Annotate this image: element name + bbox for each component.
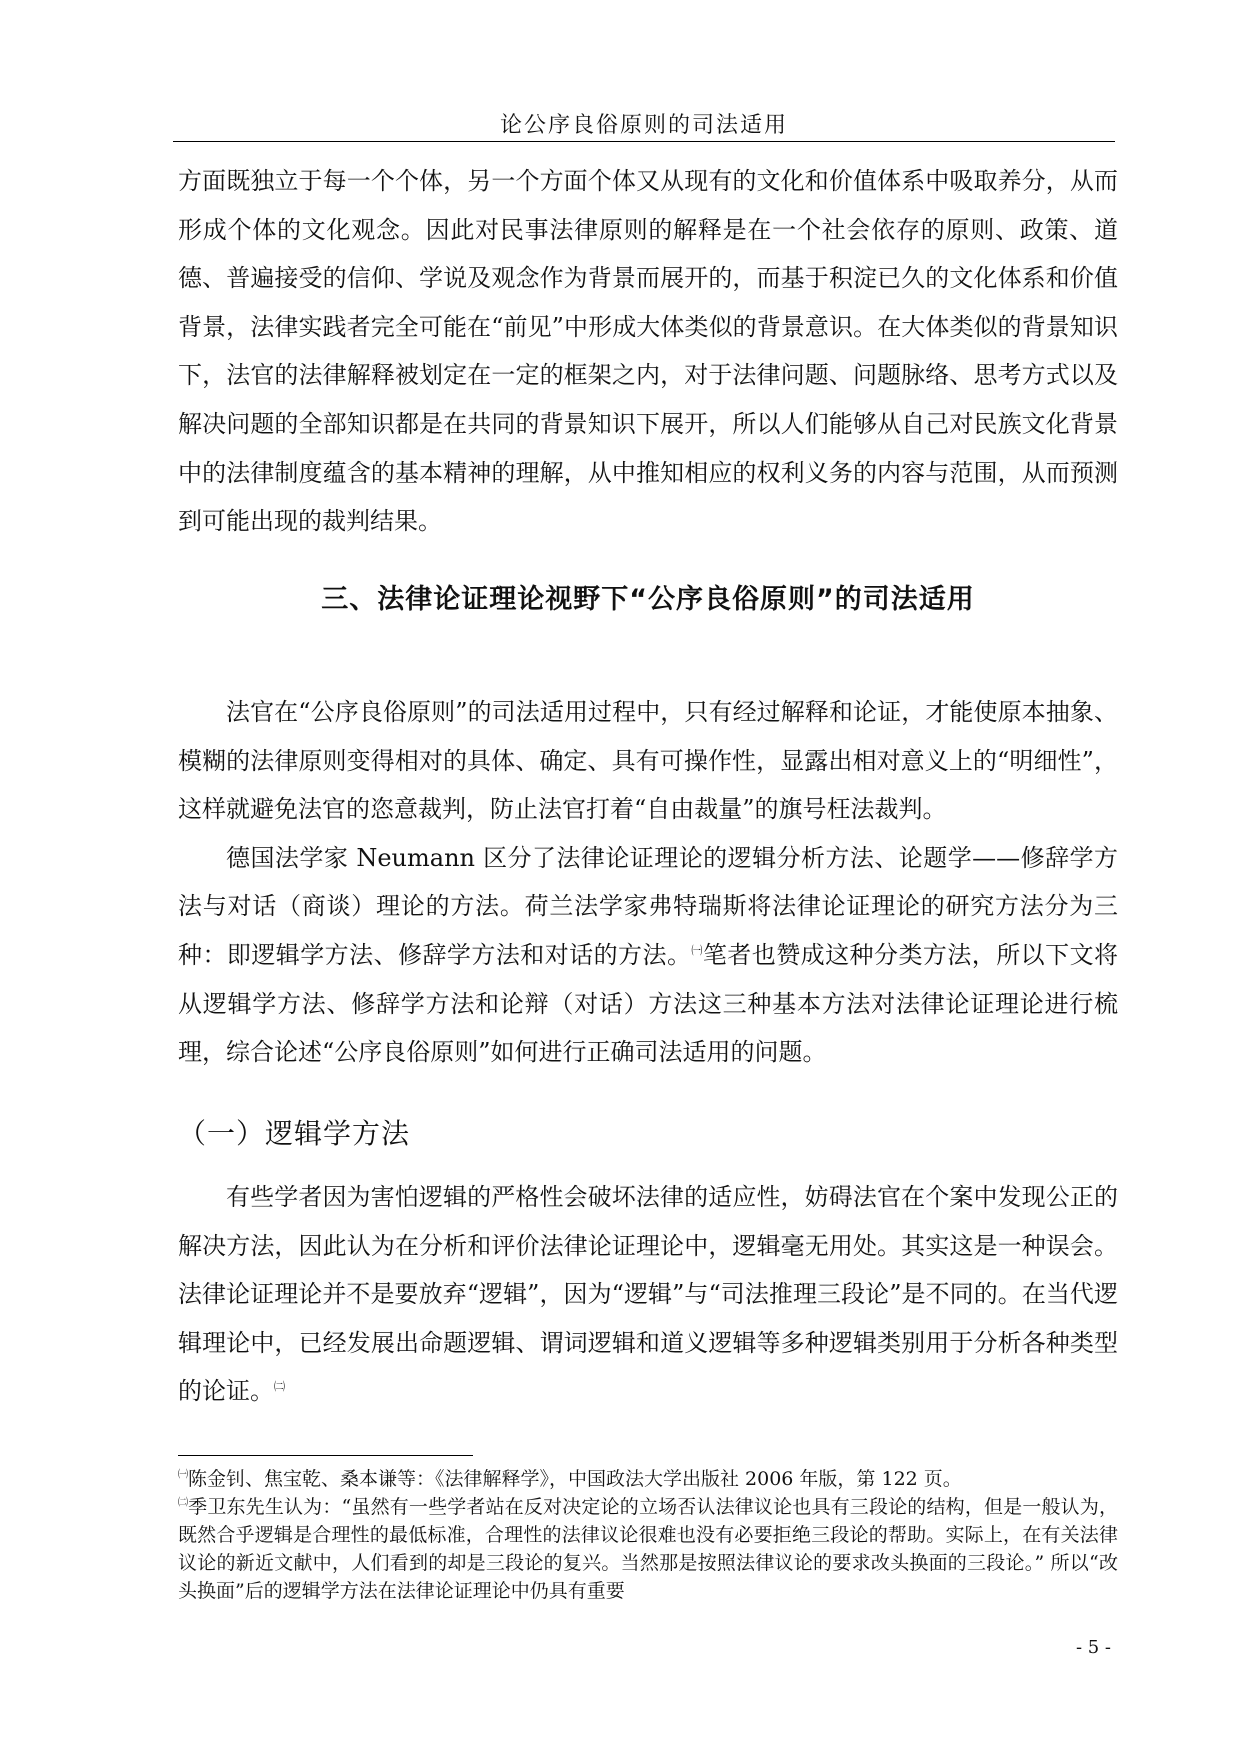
footnote-mark: ㈠	[178, 1469, 188, 1481]
footnotes	[178, 1465, 1118, 1605]
section-heading: 三、法律论证理论视野下“公序良俗原则”的司法适用	[321, 584, 975, 615]
footnote-reference[interactable]: ㈠	[691, 943, 703, 957]
paragraph-text: 有些学者因为害怕逻辑的严格性会破坏法律的适应性，妨碍法官在个案中发现公正的解决方法，因此认为在分析和评价法律论证理论中，逻辑毫无用处。其实这是一种误会。法律论证理论并不是要放弃“逻辑”，因为“逻辑”与“司法推理三段论”是不同的。在当代逻辑理论中，已经发展出命题逻辑、谓词逻辑和道义逻辑等多种逻辑类别用于分析各种类型的论证。	[178, 1183, 1118, 1406]
header-rule	[173, 141, 1115, 142]
paragraph-text: 德国法学家 Neumann 区分了法律论证理论的逻辑分析方法、论题学——修辞学方法与对话（商谈）理论的方法。荷兰法学家弗特瑞斯将法律论证理论的研究方法分为三种：即逻辑学方法、修辞学方法和对话的方法。	[178, 843, 1118, 969]
footnote-reference[interactable]: ㈡	[274, 1380, 285, 1394]
body-paragraph	[178, 834, 1118, 1077]
footnote-divider	[178, 1455, 473, 1456]
page-number: - 5 -	[1075, 1637, 1111, 1658]
footnote-item	[178, 1465, 1118, 1493]
footnote-text: 陈金钊、焦宝乾、桑本谦等：《法律解释学》，中国政法大学出版社 2006 年版，第 122 页。	[188, 1468, 962, 1490]
running-header: 论公序良俗原则的司法适用	[499, 113, 788, 138]
body-paragraph: 方面既独立于每一个个体，另一个方面个体又从现有的文化和价值体系中吸取养分，从而形成个体的文化观念。因此对民事法律原则的解释是在一个社会依存的原则、政策、道德、普遍接受的信仰、学说及观念作为背景而展开的，而基于积淀已久的文化体系和价值背景，法律实践者完全可能在“前见”中形成大体类似的背景意识。在大体类似的背景知识下，法官的法律解释被划定在一定的框架之内，对于法律问题、问题脉络、思考方式以及解决问题的全部知识都是在共同的背景知识下展开，所以人们能够从自己对民族文化背景中的法律制度蕴含的基本精神的理解，从中推知相应的权利义务的内容与范围，从而预测到可能出现的裁判结果。	[178, 167, 1118, 536]
section-text-block	[178, 688, 1118, 1077]
footnote-text: 季卫东先生认为：“虽然有一些学者站在反对决定论的立场否认法律议论也具有三段论的结构，但是一般认为，既然合乎逻辑是合理性的最低标准，合理性的法律议论很难也没有必要拒绝三段论的帮助。实际上，在有关法律议论的新近文献中，人们看到的却是三段论的复兴。当然那是按照法律议论的要求改头换面的三段论。” 所以“改头换面”后的逻辑学方法在法律论证理论中仍具有重要	[178, 1496, 1119, 1602]
footnote-item	[178, 1493, 1118, 1605]
body-paragraph: 法官在“公序良俗原则”的司法适用过程中，只有经过解释和论证，才能使原本抽象、模糊的法律原则变得相对的具体、确定、具有可操作性，显露出相对意义上的“明细性”，这样就避免法官的恣意裁判，防止法官打着“自由裁量”的旗号枉法裁判。	[178, 698, 1118, 824]
body-paragraph	[178, 1173, 1118, 1416]
paragraph-text: 笔者也赞成这种分类方法，所以下文将从逻辑学方法、修辞学方法和论辩（对话）方法这三种基本方法对法律论证理论进行梳理，综合论述“公序良俗原则”如何进行正确司法适用的问题。	[178, 940, 1119, 1067]
subsection-text-block	[178, 1173, 1118, 1416]
subsection-heading: （一）逻辑学方法	[178, 1117, 411, 1150]
footnote-mark: ㈡	[178, 1497, 189, 1509]
body-text-block	[178, 157, 1118, 546]
